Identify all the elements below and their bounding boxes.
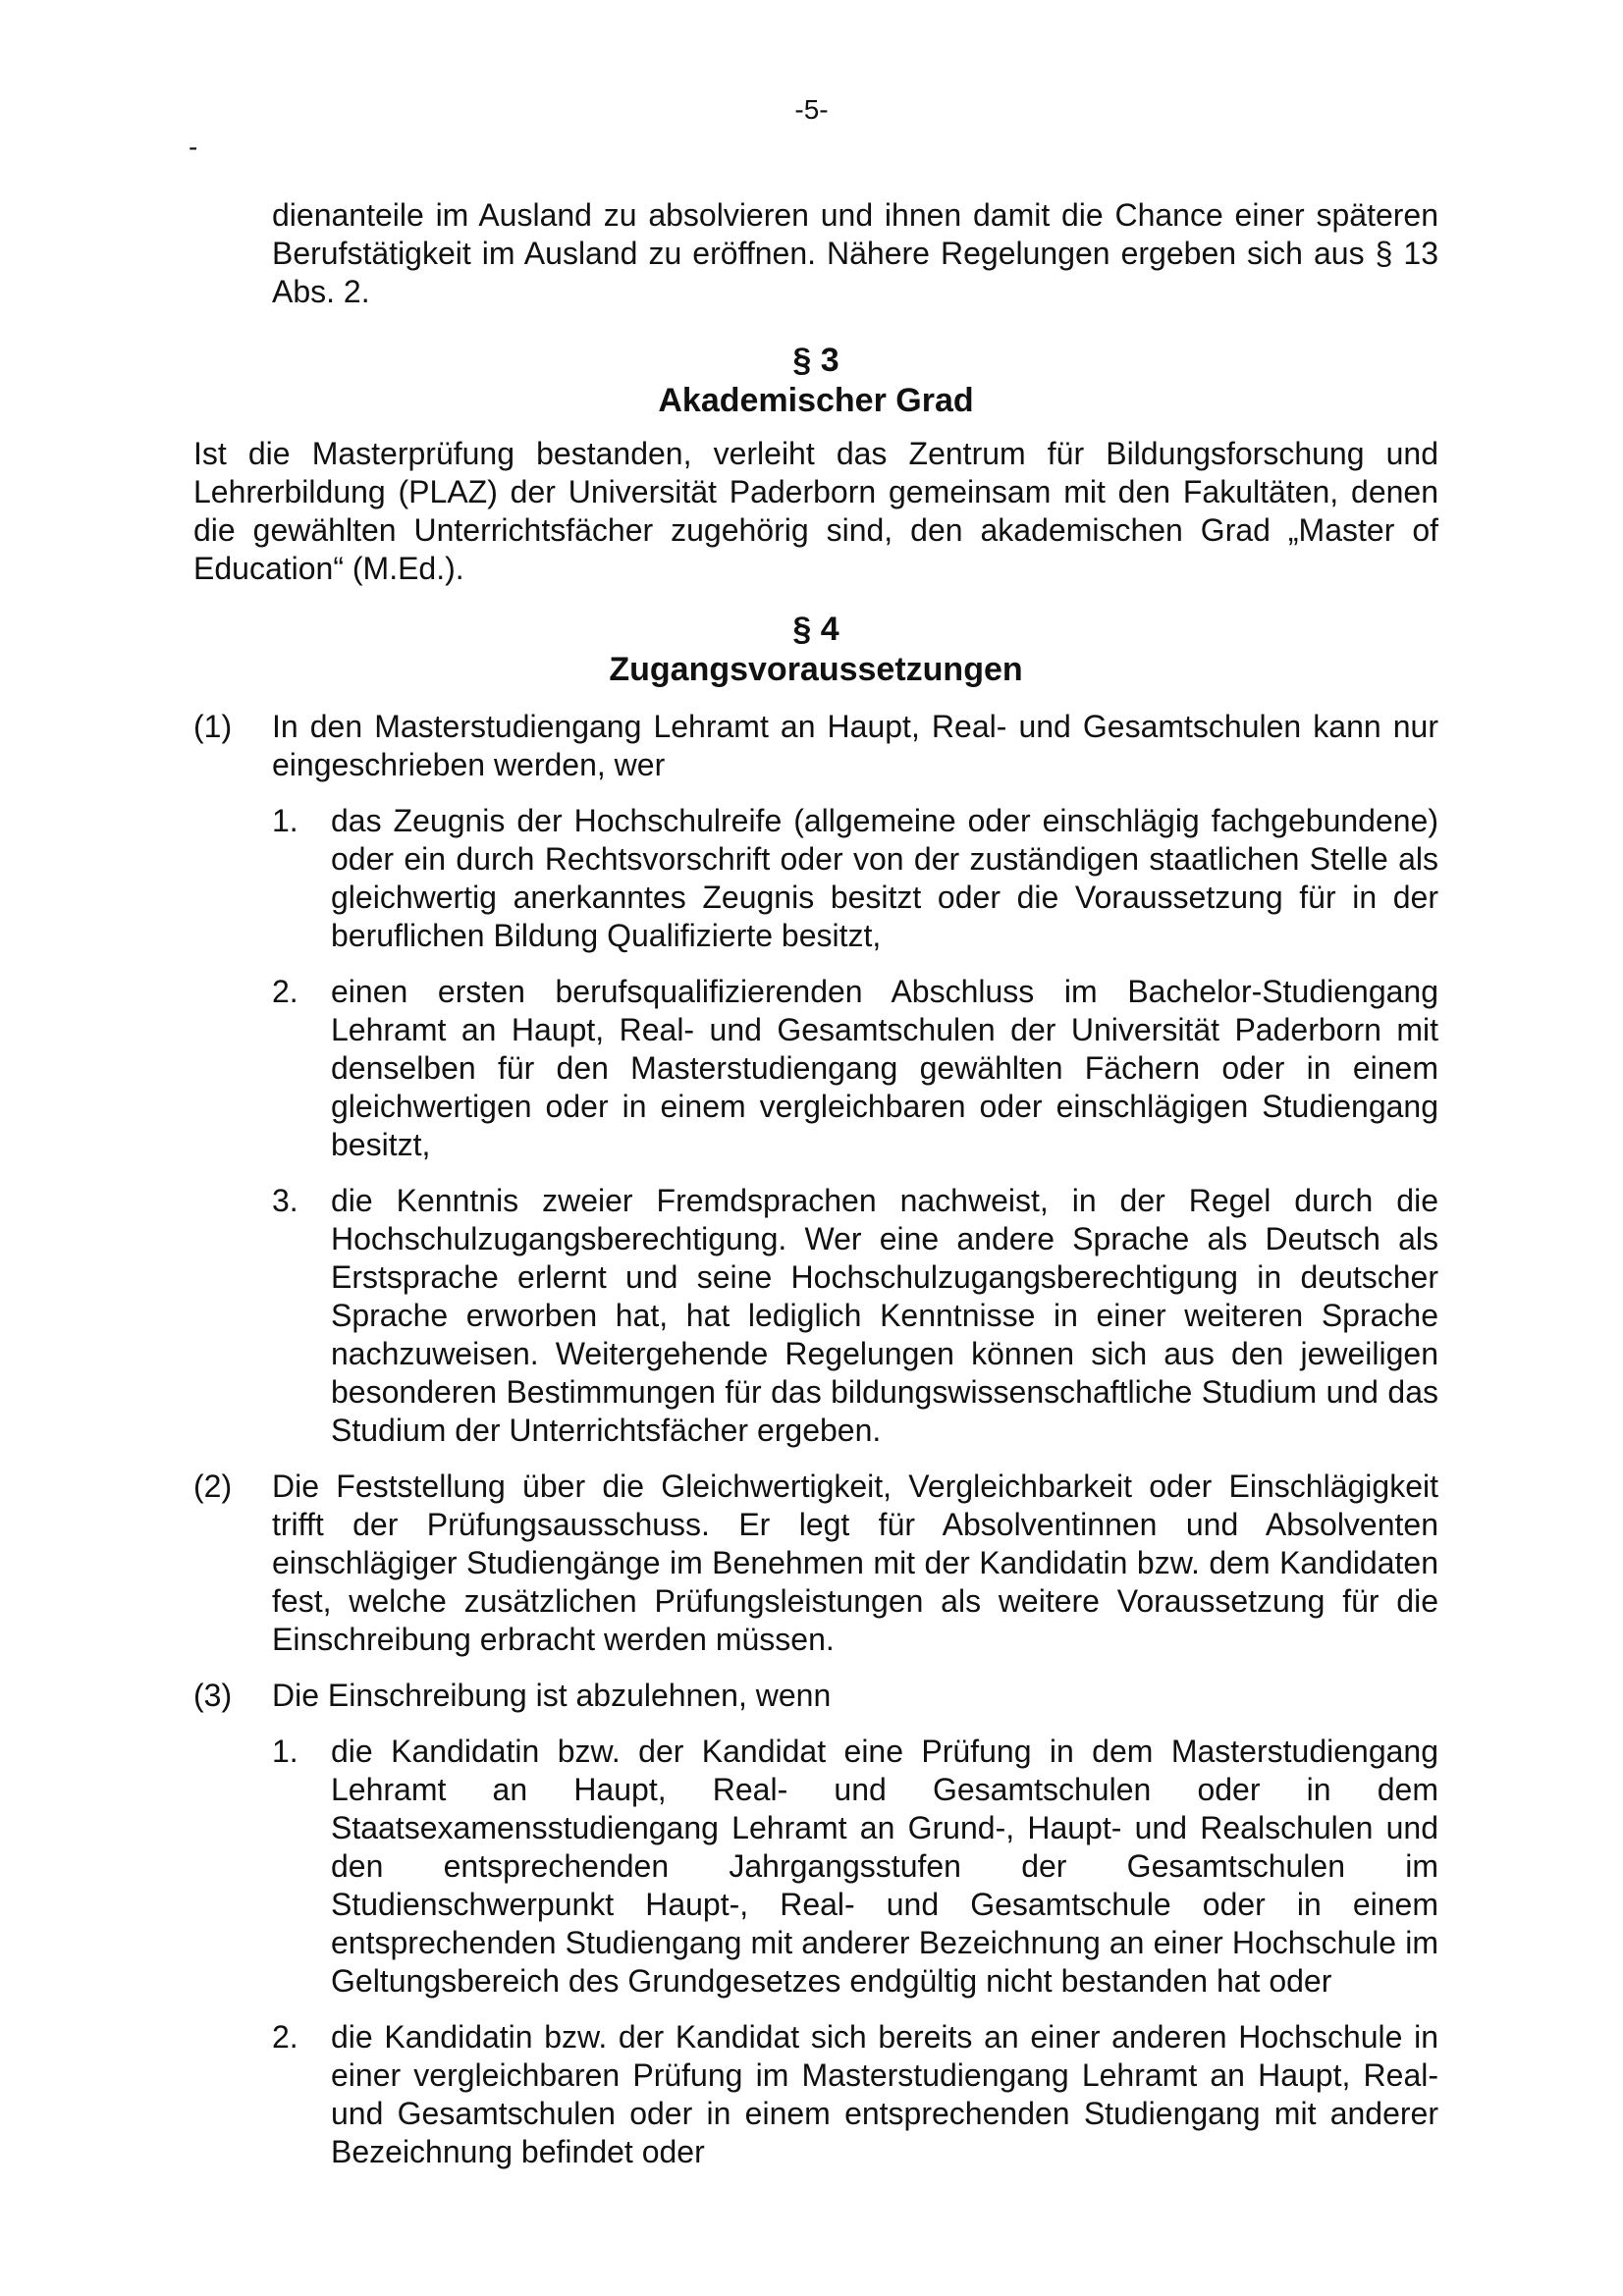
section-3-title: Akademischer Grad [658,382,974,419]
list-item-number: 1. [272,1734,298,1769]
page-number: -5- [794,94,829,125]
list-item-number: 1. [272,803,298,838]
absatz-label: (1) [193,709,233,744]
list-item [193,973,1438,1164]
absatz-text: In den Masterstudiengang Lehramt an Haupt, Real- und Gesamtschulen kann nur eingeschrieben werden, wer [272,709,1438,782]
list-item [193,802,1438,955]
list-item-number: 2. [272,2019,298,2055]
section-4-number: § 4 [792,611,839,648]
section-3-text: Ist die Masterprüfung bestanden, verleiht das Zentrum für Bildungsforschung und Lehrerbildung (PLAZ) der Universität Paderborn gemeinsam mit den Fakultäten, denen die gewählten Unterrichtsfächer zugehörig sind, den akademischen Grad „Master of Education“ (M.Ed.). [193,436,1438,586]
list-item-number: 3. [272,1183,298,1218]
section-4-title: Zugangsvoraussetzungen [609,651,1023,688]
intro-paragraph: dienanteile im Ausland zu absolvieren und ihnen damit die Chance einer späteren Berufstätigkeit im Ausland zu eröffnen. Nähere Regelungen ergeben sich aus § 13 Abs. 2. [272,197,1438,309]
header-dash: - [189,132,198,162]
absatz-text: Die Feststellung über die Gleichwertigkeit, Vergleichbarkeit oder Einschlägigkeit trifft der Prüfungsausschuss. Er legt für Absolventinnen und Absolventen einschlägiger Studiengänge im Benehmen mit der Kandidatin bzw. dem Kandidaten fest, welche zusätzlichen Prüfungsleistungen als weitere Voraussetzung für die Einschreibung erbracht werden müssen. [272,1468,1438,1657]
absatz-1 [193,708,1438,784]
absatz-label: (2) [193,1468,233,1504]
absatz-1-items [193,802,1438,1450]
absatz-text: Die Einschreibung ist abzulehnen, wenn [272,1678,832,1713]
list-item [193,2018,1438,2171]
section-4-heading [193,610,1438,690]
list-item-text: die Kenntnis zweier Fremdsprachen nachweist, in der Regel durch die Hochschulzugangsberechtigung. Wer eine andere Sprache als Deutsch als Erstsprache erlernt und seine Hochschulzugangsberechtigung in deutscher Sprache erworben hat, hat lediglich Kenntnisse in einer weiteren Sprache nachzuweisen. Weitergehende Regelungen können sich aus den jeweiligen besonderen Bestimmungen für das bildungswissenschaftliche Studium und das Studium der Unterrichtsfächer ergeben. [331,1183,1438,1448]
section-3-number: § 3 [792,342,839,379]
list-item-text: die Kandidatin bzw. der Kandidat eine Prüfung in dem Masterstudiengang Lehramt an Haupt, Real- und Gesamtschulen oder in dem Staatsexamensstudiengang Lehramt an Grund-, Haupt- und Realschulen und den entsprechenden Jahrgangsstufen der Gesamtschulen im Studienschwerpunkt Haupt-, Real- und Gesamtschule oder in einem entsprechenden Studiengang mit anderer Bezeichnung an einer Hochschule im Geltungsbereich des Grundgesetzes endgültig nicht bestanden hat oder [331,1734,1438,1999]
document-body [193,196,1438,2171]
absatz-3 [193,1677,1438,1715]
absatz-2 [193,1468,1438,1659]
list-item [193,1182,1438,1450]
list-item-text: einen ersten berufsqualifizierenden Abschluss im Bachelor-Studiengang Lehramt an Haupt, Real- und Gesamtschulen der Universität Paderborn mit denselben für den Masterstudiengang gewählten Fächern oder in einem gleichwertigen oder in einem vergleichbaren oder einschlägigen Studiengang besitzt, [331,974,1438,1162]
absatz-3-items [193,1733,1438,2171]
section-3-heading [193,341,1438,421]
absatz-label: (3) [193,1678,233,1713]
list-item-number: 2. [272,974,298,1009]
list-item-text: die Kandidatin bzw. der Kandidat sich bereits an einer anderen Hochschule in einer vergleichbaren Prüfung im Masterstudiengang Lehramt an Haupt, Real- und Gesamtschulen oder in einem entsprechenden Studiengang mit anderer Bezeichnung befindet oder [331,2019,1438,2169]
list-item [193,1733,1438,2001]
list-item-text: das Zeugnis der Hochschulreife (allgemeine oder einschlägig fachgebundene) oder ein durch Rechtsvorschrift oder von der zuständigen staatlichen Stelle als gleichwertig anerkanntes Zeugnis besitzt oder die Voraussetzung für in der beruflichen Bildung Qualifizierte besitzt, [331,803,1438,953]
